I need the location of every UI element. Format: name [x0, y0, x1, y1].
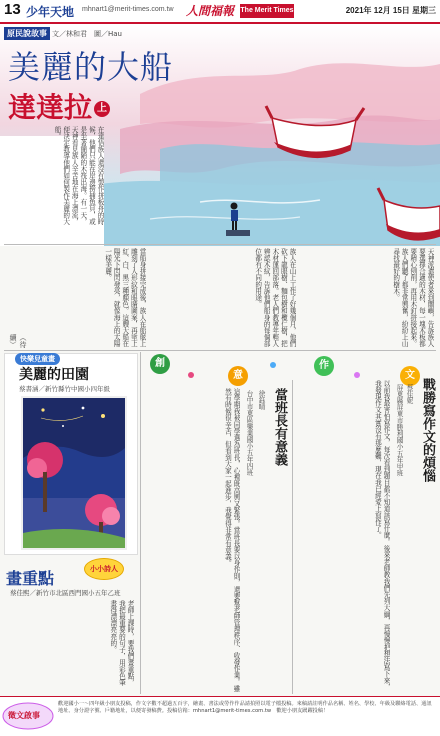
- story-text-left: 在達悟族人還沒有製作拼板舟的時候，他們只能在岸邊撈捕魚貝，或是坐著簡陋的木筏出海。有一天，天神看見族人辛苦地在海上漂流，便決定教導他們如何製作美麗的大船。: [53, 126, 104, 225]
- story-title-text: 達達拉: [8, 91, 93, 124]
- title-char-2: 意: [228, 366, 248, 386]
- story-text-right: 天神派遣使者來到蘭嶼，告訴族人要選擇合適的木材，每一塊木板都要精心刨削，再用木釘拼接起來。族人們聽了都非常興奮，紛紛上山尋找最好的樹木。: [391, 248, 434, 347]
- story-title-line2: [8, 86, 110, 126]
- story-credit: 文／林和君 圖／Hau: [52, 30, 122, 38]
- story-text-continued: 當船身拼接完成後，族人在船舷上雕刻了人形紋和眼睛圖案，再塗上紅、白、黑三種顏色。這艘大船在陽光下閃閃發亮，就像海上的太陽一樣美麗。: [103, 248, 146, 347]
- decor-dot: [354, 372, 360, 378]
- painting-title: 美麗的田園: [19, 367, 89, 383]
- divider-line: [4, 244, 436, 245]
- essay2-body: 以前我最害怕寫作文，每次看到題目都不知道該寫什麼。後來老師教我們先列大綱，再慢慢把想法寫下來，我發現作文其實沒有那麼難，現在我已經愛上寫作了。: [373, 380, 390, 691]
- issue-date: 2021年 12月 15日 星期三: [345, 6, 436, 15]
- decor-dot: [270, 362, 276, 368]
- essay1-body: 這學期我被同學選為班長，心裡既高興又緊張。當班長要以身作則，還要幫老師管理秩序、收發作業。雖然有時候很辛苦，但看到大家一起進步，我覺得非常有意義。: [223, 388, 240, 692]
- poem-badge: 小小詩人: [84, 558, 124, 580]
- title-char-1: 創: [150, 354, 170, 374]
- painting-artist: 蔡書涵／新竹縣竹中國小四年級: [19, 385, 110, 393]
- page-header: [0, 0, 440, 24]
- poem-body: 老師上課時，要我們畫重點，我把最重要的句子，用彩色筆畫得漂漂亮亮的。: [108, 600, 134, 686]
- essay1-author: 徐鈺晴: [257, 390, 265, 410]
- callout-text: 徵文啟事: [8, 711, 40, 720]
- essay2-author: 蔡佳妮: [405, 384, 413, 404]
- section-email[interactable]: mhnart1@merit-times.com.tw: [82, 6, 174, 13]
- column-divider: [140, 352, 141, 694]
- title-char-4: 文: [400, 366, 420, 386]
- story-column-tag: 原民說故事: [4, 27, 50, 40]
- page-number: 13: [4, 1, 21, 18]
- decor-dot: [188, 372, 194, 378]
- story-title: 美麗的大船: [8, 48, 174, 86]
- painting-badge: 快樂兒童畫: [15, 353, 60, 365]
- essay2-school: 屏東縣屏東市勝利國小五年甲班: [395, 384, 403, 477]
- essay1-title: 當班長有意義: [272, 388, 287, 466]
- newspaper-english-name: The Merit Times: [240, 4, 294, 18]
- title-char-3: 作: [314, 356, 334, 376]
- to-be-continued: （待續）: [9, 334, 27, 348]
- children-painting-box: [4, 353, 138, 555]
- submission-notice: [0, 696, 440, 736]
- part-one-marker: 上: [94, 101, 110, 117]
- section-title: 少年天地: [26, 5, 75, 19]
- submission-callout: [2, 701, 54, 731]
- newspaper-logo: 人間福報: [186, 4, 235, 18]
- column-divider: [292, 380, 293, 694]
- essay2-title: 戰勝寫作文的煩惱: [420, 378, 435, 482]
- submission-text: 歡迎國小一～四年級小朋友投稿，作文字數不超過五百字，繪畫、書法或勞作作品請拍照以電子檔投稿。來稿請註明作品名稱、姓名、學校、年級及聯絡電話、通訊地址、身分證字號、戶籍地址，以便寄發稿費。投稿信箱：mhnart1@merit-times.com.tw 歡迎小朋友踴躍投稿！: [58, 701, 432, 715]
- divider-line: [4, 350, 436, 351]
- essay1-school: 台中市東區樂業國小五年四班: [245, 390, 253, 476]
- painting-image: [21, 396, 127, 550]
- poem-author: 蔡佳熙／新竹市北區西門國小五年乙班: [10, 589, 121, 597]
- poem-title: 畫重點: [6, 569, 55, 588]
- story-text-middle: 族人在山上工作了好幾個月，他們砍下龍眼樹、麵包樹和欖仁樹，把木材運回部落。老人們教導年輕人辨認木紋，告訴他們船身的每個部位都有不同的用途。: [253, 248, 296, 347]
